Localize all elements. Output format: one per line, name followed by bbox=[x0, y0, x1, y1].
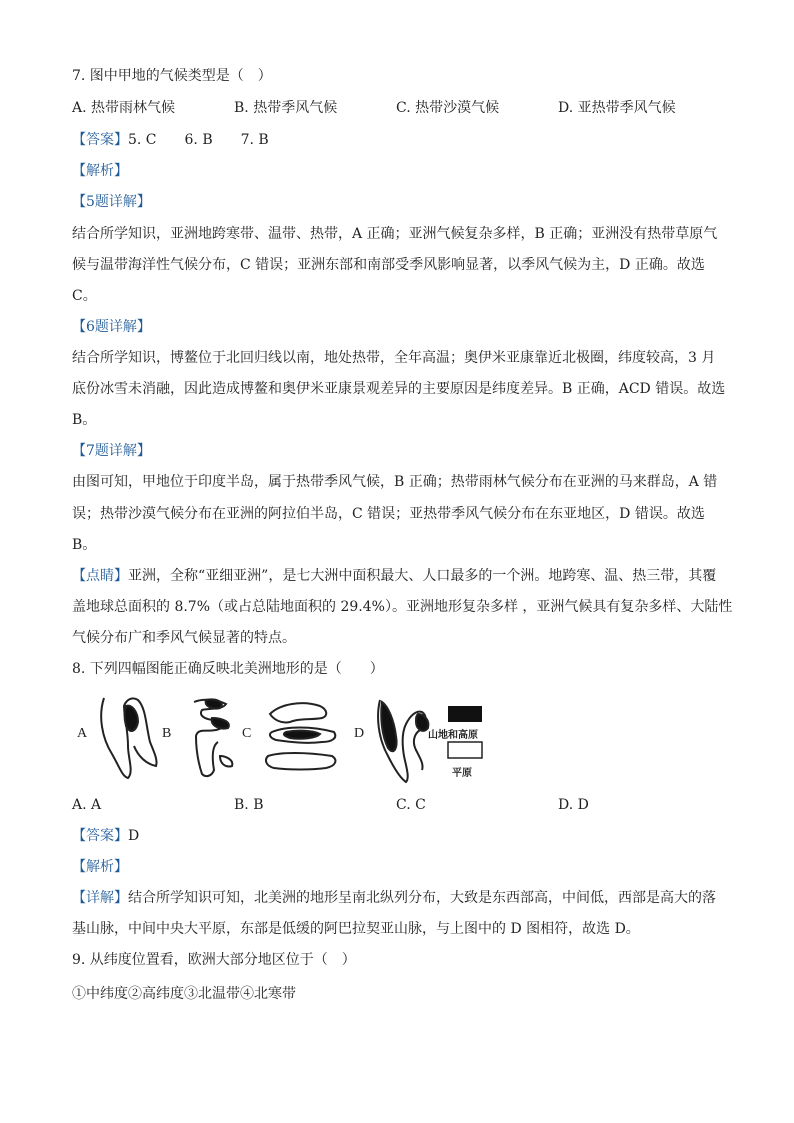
q7-detail-line: B。 bbox=[72, 537, 97, 553]
analysis-tag: 【解析】 bbox=[72, 163, 128, 179]
fig-letter-d: D bbox=[354, 726, 365, 741]
q8-option-d: D. D bbox=[558, 797, 589, 813]
q7-detail-line: 误；热带沙漠气候分布在亚洲的阿拉伯半岛，C 错误；亚热带季风气候分布在东亚地区，D 错误。故选 bbox=[72, 506, 705, 522]
q5-detail-line: C。 bbox=[72, 288, 97, 304]
q5-detail-line: 结合所学知识，亚洲地跨寒带、温带、热带，A 正确；亚洲气候复杂多样，B 正确；亚洲没有热带草原气 bbox=[72, 226, 718, 242]
q8-detail-tag: 【详解】 bbox=[72, 890, 128, 906]
analysis-tag: 【解析】 bbox=[72, 859, 128, 875]
map-d bbox=[378, 700, 428, 782]
answer-line-2 bbox=[72, 826, 139, 846]
legend-plain-swatch bbox=[448, 742, 482, 758]
dianjing-line bbox=[72, 566, 716, 586]
q6-detail-tag: 【6题详解】 bbox=[72, 319, 151, 335]
q6-detail-line: B。 bbox=[72, 412, 97, 428]
dianjing-line: 盖地球总面积的 8.7%（或占总陆地面积的 29.4%）。亚洲地形复杂多样 ，亚洲气候具有复杂多样、大陆性 bbox=[72, 599, 733, 615]
q8-figure bbox=[76, 686, 516, 786]
answer-line-1 bbox=[72, 130, 269, 150]
q5-detail-line: 候与温带海洋性气候分布，C 错误；亚洲东部和南部受季风影响显著，以季风气候为主，D 正确。故选 bbox=[72, 257, 705, 273]
q7-option-b: B. 热带季风气候 bbox=[234, 100, 338, 116]
fig-letter-c: C bbox=[242, 726, 252, 741]
q7-option-c: C. 热带沙漠气候 bbox=[396, 100, 500, 116]
q7-detail-line: 由图可知，甲地位于印度半岛，属于热带季风气候，B 正确；热带雨林气候分布在亚洲的马来群岛，A 错 bbox=[72, 474, 718, 490]
q5-detail-tag: 【5题详解】 bbox=[72, 194, 151, 210]
legend-mountain-swatch bbox=[448, 706, 482, 722]
q9-stem: 9. 从纬度位置看，欧洲大部分地区位于（ ） bbox=[72, 952, 356, 968]
q6-detail-line: 底份冰雪未消融，因此造成博鳌和奥伊米亚康景观差异的主要原因是纬度差异。B 正确，ACD 错误。故选 bbox=[72, 381, 726, 397]
q6-detail-line: 结合所学知识，博鳌位于北回归线以南，地处热带，全年高温；奥伊米亚康靠近北极圈，纬度较高，3 月 bbox=[72, 350, 716, 366]
q8-option-c: C. C bbox=[396, 797, 426, 813]
dianjing-line: 气候分布广和季风气候显著的特点。 bbox=[72, 630, 296, 646]
q8-detail-line bbox=[72, 888, 716, 908]
q8-option-a: A. A bbox=[72, 797, 102, 813]
dianjing-tag: 【点睛】 bbox=[72, 568, 128, 584]
q7-option-d: D. 亚热带季风气候 bbox=[558, 100, 676, 116]
legend-plain-label: 平原 bbox=[452, 768, 472, 779]
q7-option-a: A. 热带雨林气候 bbox=[72, 100, 176, 116]
q8-detail-line: 基山脉，中间中央大平原，东部是低缓的阿巴拉契亚山脉，与上图中的 D 图相符，故选 D。 bbox=[72, 921, 640, 937]
answer-text: D bbox=[128, 828, 140, 844]
fig-letter-a: A bbox=[77, 726, 88, 741]
fig-letter-b: B bbox=[162, 726, 172, 741]
dianjing-text: 亚洲，全称“亚细亚洲”，是七大洲中面积最大、人口最多的一个洲。地跨寒、温、热三带，其覆 bbox=[128, 568, 717, 584]
q8-option-b: B. B bbox=[234, 797, 264, 813]
q8-detail-text: 结合所学知识可知，北美洲的地形呈南北纵列分布，大致是东西部高，中间低，西部是高大的落 bbox=[128, 890, 716, 906]
q7-stem: 7. 图中甲地的气候类型是（ ） bbox=[72, 68, 272, 84]
legend-mountain-label: 山地和高原 bbox=[428, 730, 478, 741]
map-b bbox=[194, 699, 232, 776]
map-c bbox=[266, 703, 335, 769]
q9-items: ①中纬度②高纬度③北温带④北寒带 bbox=[72, 986, 296, 1002]
answer-tag: 【答案】 bbox=[72, 132, 128, 148]
q7-detail-tag: 【7题详解】 bbox=[72, 443, 151, 459]
q8-stem: 8. 下列四幅图能正确反映北美洲地形的是（ ） bbox=[72, 661, 384, 677]
map-a bbox=[101, 698, 156, 778]
answer-text: 5. C 6. B 7. B bbox=[128, 132, 269, 148]
answer-tag: 【答案】 bbox=[72, 828, 128, 844]
